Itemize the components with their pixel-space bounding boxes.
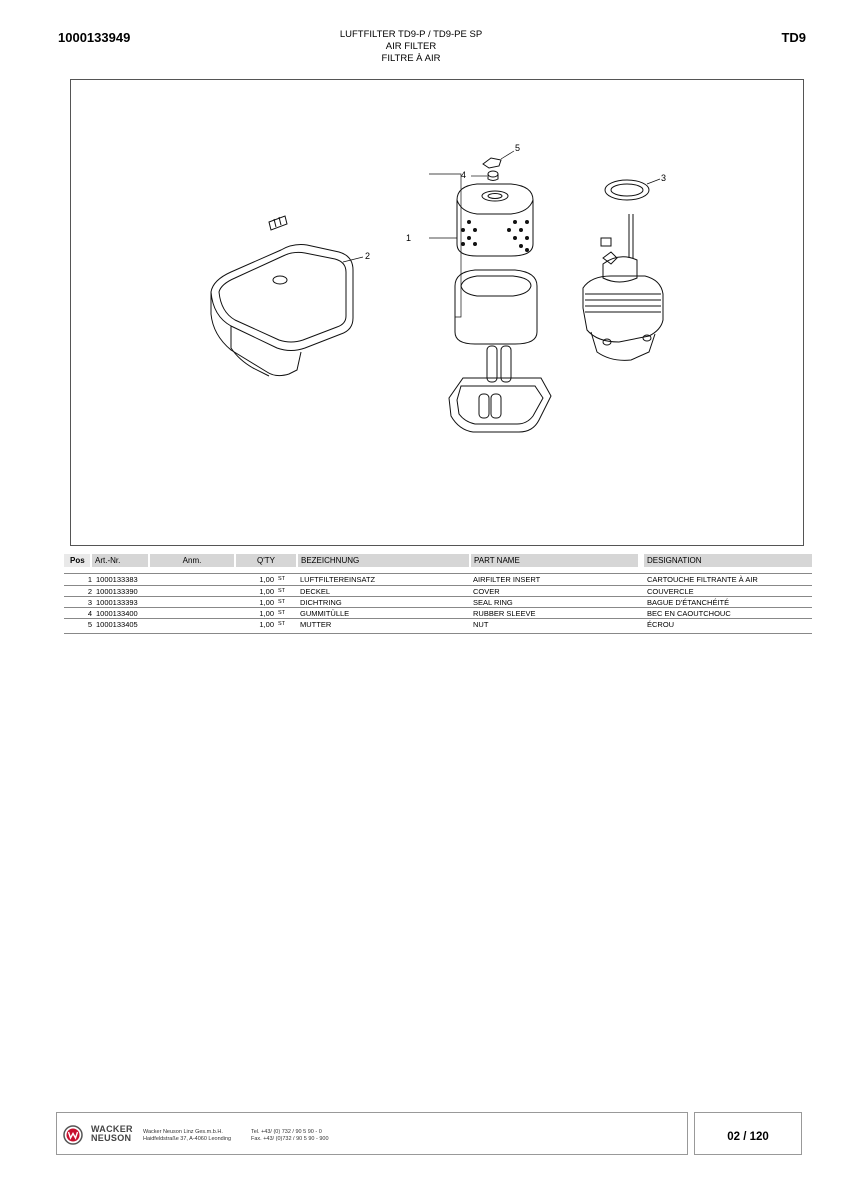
title-french: FILTRE À AIR [381, 53, 441, 64]
table-row [64, 573, 812, 585]
cell-qty: 1,00 [259, 598, 274, 607]
exploded-parts-drawing [71, 80, 805, 547]
cell-part-name: COVER [473, 587, 500, 596]
cell-unit: ST [278, 588, 286, 594]
cell-part-name: NUT [473, 620, 489, 629]
cell-designation: BAGUE D'ÉTANCHÉITÉ [647, 598, 730, 607]
rubber-sleeve-drawing [488, 171, 498, 181]
cell-art-nr: 1000133390 [96, 587, 138, 596]
callout-3: 3 [661, 173, 667, 183]
callout-1: 1 [406, 233, 412, 243]
brand-wordmark-line2: NEUSON [91, 1133, 132, 1143]
seal-ring-drawing [605, 180, 649, 200]
wacker-neuson-logo-icon [63, 1125, 83, 1145]
table-row [64, 618, 812, 630]
cell-unit: ST [278, 599, 286, 605]
cell-designation: ÉCROU [647, 620, 675, 629]
cell-art-nr: 1000133405 [96, 620, 138, 629]
cell-qty: 1,00 [259, 575, 274, 584]
cell-part-name: SEAL RING [473, 598, 513, 607]
column-header-part-name: PART NAME [471, 554, 638, 567]
fax-number: Fax. +43/ (0)732 / 90 5 90 - 900 [251, 1136, 329, 1142]
column-header-qty: Q'TY [236, 554, 296, 567]
telephone-number: Tel. +43/ (0) 732 / 90 5 90 - 0 [251, 1129, 322, 1135]
column-header-bezeichnung: BEZEICHNUNG [298, 554, 469, 567]
cell-designation: CARTOUCHE FILTRANTE À AIR [647, 575, 758, 584]
cell-qty: 1,00 [259, 609, 274, 618]
title-english: AIR FILTER [385, 41, 437, 52]
brand-wordmark-line1: WACKER [91, 1124, 133, 1134]
cover-drawing [211, 216, 353, 376]
cell-pos: 2 [87, 587, 92, 596]
cell-designation: BEC EN CAOUTCHOUC [647, 609, 731, 618]
cell-pos: 1 [87, 575, 92, 584]
cell-bezeichnung: LUFTFILTEREINSATZ [300, 575, 376, 584]
column-header-art-nr: Art.-Nr. [92, 554, 148, 567]
base-plate-drawing [449, 346, 551, 432]
cell-qty: 1,00 [259, 587, 274, 596]
cell-qty: 1,00 [259, 620, 274, 629]
filter-housing-drawing [583, 214, 663, 360]
parts-table-header [64, 554, 812, 567]
cell-pos: 4 [87, 609, 92, 618]
title-block [260, 29, 562, 65]
cell-unit: ST [278, 576, 286, 582]
cell-unit: ST [278, 621, 286, 627]
title-german: LUFTFILTER TD9-P / TD9-PE SP [339, 29, 483, 40]
footer-company-box [56, 1112, 688, 1155]
company-address: Haidfeldstraße 37, A-4060 Leonding [143, 1136, 232, 1142]
document-number: 1000133949 [58, 30, 131, 45]
callout-2: 2 [365, 251, 371, 261]
cell-pos: 5 [87, 620, 92, 629]
cell-bezeichnung: MUTTER [300, 620, 332, 629]
cell-pos: 3 [87, 598, 92, 607]
callout-4: 4 [461, 170, 467, 180]
table-bottom-rule [64, 633, 812, 634]
cell-bezeichnung: DECKEL [300, 587, 331, 596]
cell-bezeichnung: GUMMITÜLLE [300, 609, 350, 618]
cell-unit: ST [278, 610, 286, 616]
column-header-anm: Anm. [150, 554, 234, 567]
cell-art-nr: 1000133393 [96, 598, 138, 607]
column-header-designation: DESIGNATION [644, 554, 812, 567]
leader-lines [343, 151, 660, 317]
company-name: Wacker Neuson Linz Ges.m.b.H. [143, 1129, 223, 1135]
cell-part-name: RUBBER SLEEVE [473, 609, 536, 618]
exploded-drawing-frame [70, 79, 804, 546]
column-header-pos: Pos [64, 554, 90, 567]
cell-bezeichnung: DICHTRING [300, 598, 342, 607]
nut-drawing [483, 158, 501, 168]
cell-part-name: AIRFILTER INSERT [473, 575, 541, 584]
model-code: TD9 [781, 30, 806, 45]
cell-art-nr: 1000133400 [96, 609, 138, 618]
callout-5: 5 [515, 143, 521, 153]
cell-designation: COUVERCLE [647, 587, 694, 596]
footer-page-box [694, 1112, 802, 1155]
cell-art-nr: 1000133383 [96, 575, 138, 584]
filter-insert-drawing [455, 184, 537, 344]
page-number: 02 / 120 [727, 1131, 769, 1143]
